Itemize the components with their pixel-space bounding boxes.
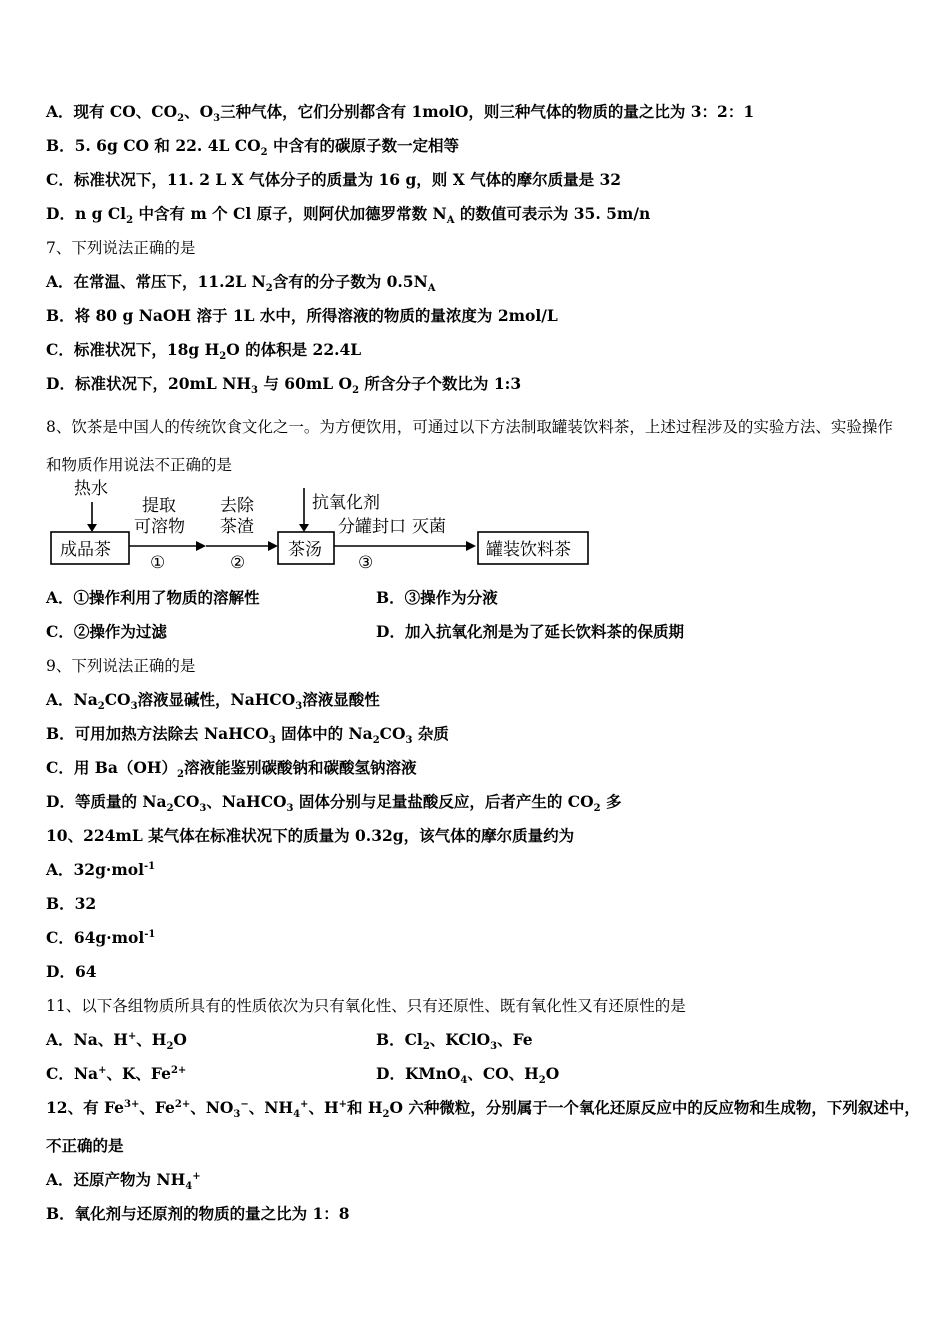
q10-option-b: B．32 xyxy=(46,894,97,913)
q7-option-d: D．标准状况下，20mL $NH_3$ 与 60mL $O_2$ 所含分子个数比为 1:3 xyxy=(46,374,522,397)
step2-number: ② xyxy=(230,553,246,573)
q7-option-a: A．在常温、常压下，11.2L $N_2$含有的分子数为 $0.5N_A$ xyxy=(46,272,436,295)
q8-option-b: B．③操作为分液 xyxy=(376,588,498,607)
q11-option-a: A．Na、H+、$H_2O$ xyxy=(46,1030,187,1053)
q8-stem: 8、饮茶是中国人的传统饮食文化之一。为方便饮用，可通过以下方法制取罐装饮料茶，上述过程涉及的实验方法、实验操作和物质作用说法不正确的是 xyxy=(46,418,893,474)
q11-option-d: D．KMnO$_4$、CO、$H_2O$ xyxy=(376,1064,560,1087)
box-finished-tea-label: 成品茶 xyxy=(60,540,111,560)
q11-option-b: B．$Cl_2$、KClO$_3$、Fe xyxy=(376,1030,533,1053)
q8-option-a: A．①操作利用了物质的溶解性 xyxy=(46,588,260,607)
q10-option-c: C．64g·mol$^{-1}$ xyxy=(46,928,156,947)
step2-label-1: 去除 xyxy=(220,496,254,516)
q6-option-b: B．5. 6g CO 和 22. 4L $CO_2$ 中含有的碳原子数一定相等 xyxy=(46,136,459,159)
q9-option-c: C．用 $Ba(OH)_2$溶液能鉴别碳酸钠和碳酸氢钠溶液 xyxy=(46,758,417,781)
antioxidant-label: 抗氧化剂 xyxy=(312,493,380,513)
q8-option-d: D．加入抗氧化剂是为了延长饮料茶的保质期 xyxy=(376,622,684,641)
q7-option-b: B．将 80 g NaOH 溶于 1L 水中，所得溶液的物质的量浓度为 2mol/L xyxy=(46,306,558,325)
q10-option-d: D．64 xyxy=(46,962,97,981)
q6-option-d: D．n g $Cl_2$ 中含有 m 个 Cl 原子，则阿伏加德罗常数 $N_A$ 的数值可表示为 35. 5m/n xyxy=(46,204,651,227)
q9-stem: 9、下列说法正确的是 xyxy=(46,657,196,675)
q6-option-c: C．标准状况下，11. 2 L X 气体分子的质量为 16 g，则 X 气体的摩尔质量是 32 xyxy=(46,170,622,189)
tea-process-diagram xyxy=(46,474,606,574)
step1-label-2: 可溶物 xyxy=(134,517,185,537)
q9-option-a: A．$Na_2CO_3$溶液显碱性，NaHCO$_3$溶液显酸性 xyxy=(46,690,380,713)
q11-stem: 11、以下各组物质所具有的性质依次为只有氧化性、只有还原性、既有氧化性又有还原性的是 xyxy=(46,997,686,1015)
q12-stem-continued: 不正确的是 xyxy=(46,1136,124,1155)
step3-label: 分罐封口 xyxy=(338,517,406,537)
sterilize-label: 灭菌 xyxy=(412,517,446,537)
hot-water-label: 热水 xyxy=(74,479,108,499)
q12-option-a: A．还原产物为 $NH_4^+$ xyxy=(46,1170,201,1193)
q7-stem: 7、下列说法正确的是 xyxy=(46,239,196,257)
q11-option-c: C．Na+、K、$Fe^{2+}$ xyxy=(46,1064,187,1083)
q12-option-b: B．氧化剂与还原剂的物质的量之比为 1：8 xyxy=(46,1204,350,1223)
q12-stem: 12、有 $Fe^{3+}$、$Fe^{2+}$、$NO_3^-$、$NH_4^+$、H+和 $H_2O$ 六种微粒，分别属于一个氧化还原反应中的反应物和生成物，下列叙述中， xyxy=(46,1098,920,1121)
step1-label-1: 提取 xyxy=(142,496,176,516)
q10-option-a: A．32g·mol$^{-1}$ xyxy=(46,860,156,879)
q6-option-a: A．现有 CO、$CO_2$、$O_3$三种气体，它们分别都含有 1molO，则三种气体的物质的量之比为 3：2：1 xyxy=(46,102,755,125)
q8-option-c: C．②操作为过滤 xyxy=(46,622,167,641)
q10-stem: 10、224mL 某气体在标准状况下的质量为 0.32g，该气体的摩尔质量约为 xyxy=(46,826,575,845)
box-tea-soup-label: 茶汤 xyxy=(288,540,322,560)
q9-option-b: B．可用加热方法除去 NaHCO$_3$ 固体中的 $Na_2CO_3$ 杂质 xyxy=(46,724,449,747)
step1-number: ① xyxy=(150,553,166,573)
q7-option-c: C．标准状况下，18g $H_2O$ 的体积是 22.4L xyxy=(46,340,362,363)
step3-number: ③ xyxy=(358,553,374,573)
q9-option-d: D．等质量的 $Na_2CO_3$、NaHCO$_3$ 固体分别与足量盐酸反应，后者产生的 $CO_2$ 多 xyxy=(46,792,622,815)
box-canned-tea-label: 罐装饮料茶 xyxy=(486,540,571,560)
step2-label-2: 茶渣 xyxy=(220,517,254,537)
